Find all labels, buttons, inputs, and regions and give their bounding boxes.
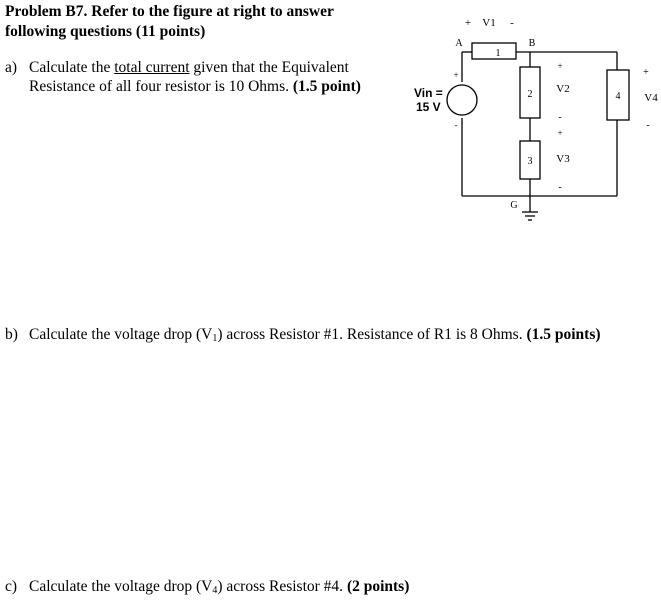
resistor-3-label: 3 xyxy=(527,156,533,167)
node-b-label: B xyxy=(528,38,536,49)
title-line-2: following questions (11 points) xyxy=(5,23,206,40)
source-value-line1: Vin = xyxy=(414,86,443,100)
question-a-label: a) xyxy=(5,59,18,76)
resistor-2-label: 2 xyxy=(527,89,533,100)
question-c-subscript: 4 xyxy=(212,585,218,596)
source-minus: - xyxy=(454,120,458,130)
v1-plus: + xyxy=(464,17,472,29)
v2-label: V2 xyxy=(556,83,570,95)
ground-symbol xyxy=(522,212,538,220)
v1-minus: - xyxy=(510,17,514,29)
node-g-label: G xyxy=(510,200,518,211)
v1-label: V1 xyxy=(482,17,496,29)
source-value-line2: 15 V xyxy=(416,100,441,114)
v4-label: V4 xyxy=(644,92,658,104)
question-c-text-prefix: Calculate the voltage drop (V xyxy=(29,578,213,595)
question-c-text-suffix: ) across Resistor #4. xyxy=(217,578,347,595)
question-b-subscript: 1 xyxy=(212,333,218,344)
question-a-points: (1.5 point) xyxy=(292,78,361,95)
question-b-text-prefix: Calculate the voltage drop (V xyxy=(29,326,213,343)
v3-label: V3 xyxy=(556,153,570,165)
v3-minus: - xyxy=(558,182,562,193)
title-line-1: Problem B7. Refer to the figure at right to answer xyxy=(5,3,334,20)
question-a-underlined-term: total current xyxy=(114,59,190,76)
question-a-text-line2: Resistance of all four resistor is 10 Ohms. xyxy=(29,78,293,95)
v2-plus: + xyxy=(557,61,563,71)
resistor-4-label: 4 xyxy=(615,91,621,102)
resistor-1 xyxy=(472,43,516,59)
node-a-label: A xyxy=(455,38,463,49)
resistor-1-label: 1 xyxy=(495,48,501,59)
question-c-points: (2 points) xyxy=(346,578,410,595)
question-b-points: (1.5 points) xyxy=(526,326,601,343)
question-c-label: c) xyxy=(5,578,18,595)
question-b-text-suffix: ) across Resistor #1. Resistance of R1 is 8 Ohms. xyxy=(217,326,527,343)
v3-plus: + xyxy=(557,128,563,138)
question-a-text-suffix: given that the Equivalent xyxy=(189,59,349,76)
v4-plus: + xyxy=(643,67,649,78)
question-b-label: b) xyxy=(5,326,18,343)
question-a-text-prefix: Calculate the xyxy=(29,59,115,76)
v4-minus: - xyxy=(646,120,650,131)
source-plus: + xyxy=(453,70,459,80)
v2-minus: - xyxy=(558,112,562,123)
voltage-source xyxy=(447,85,477,115)
